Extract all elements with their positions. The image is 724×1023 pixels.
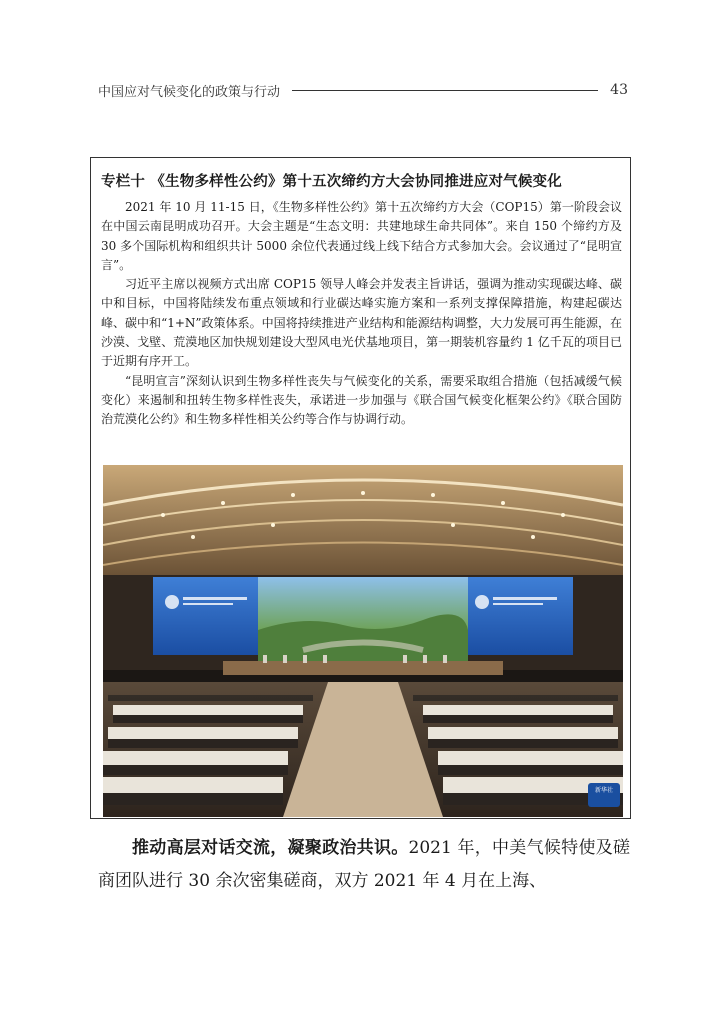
header-rule [292,90,598,91]
sidebar-box [90,157,631,819]
main-text [98,832,630,898]
box-paragraph-2: 习近平主席以视频方式出席 COP15 领导人峰会并发表主旨讲话，强调为推动实现碳达峰、碳中和目标，中国将陆续发布重点领域和行业碳达峰实施方案和一系列支撑保障措施，构建起碳达峰、碳中和“1+N”政策体系。中国将持续推进产业结构和能源结构调整，大力发展可再生能源，在沙漠、戈壁、荒漠地区加快规划建设大型风电光伏基地项目，第一期装机容量约 1 亿千瓦的项目已于近期有序开工。 [101,277,622,369]
box-body [101,198,622,430]
box-paragraph-1: 2021 年 10 月 11-15 日，《生物多样性公约》第十五次缔约方大会（COP15）第一阶段会议在中国云南昆明成功召开。大会主题是“生态文明：共建地球生命共同体”。来自 150 个缔约方及 30 多个国际机构和组织共计 5000 余位代表通过线上线下结合方式参加大会。会议通过了“昆明宣言”。 [101,200,622,272]
box-title: 专栏十 《生物多样性公约》第十五次缔约方大会协同推进应对气候变化 [101,174,562,190]
page-number: 43 [610,82,628,98]
lead-sentence: 推动高层对话交流，凝聚政治共识。 [132,838,409,858]
photo-credit-badge: 新华社 [588,783,620,807]
conference-hall-illustration [103,465,623,817]
box-paragraph-3: “昆明宣言”深刻认识到生物多样性丧失与气候变化的关系，需要采取组合措施（包括减缓气候变化）来遏制和扭转生物多样性丧失，承诺进一步加强与《联合国气候变化框架公约》《联合国防治荒漠化公约》和生物多样性相关公约等合作与协调行动。 [101,373,622,427]
running-header [98,80,628,100]
main-paragraph-text: 2021 年，中美气候特使及磋商团队进行 30 余次密集磋商，双方 2021 年 4 月在上海、 [98,838,631,891]
header-title: 中国应对气候变化的政策与行动 [98,84,281,100]
conference-photo [103,465,623,817]
main-paragraph [98,832,630,898]
